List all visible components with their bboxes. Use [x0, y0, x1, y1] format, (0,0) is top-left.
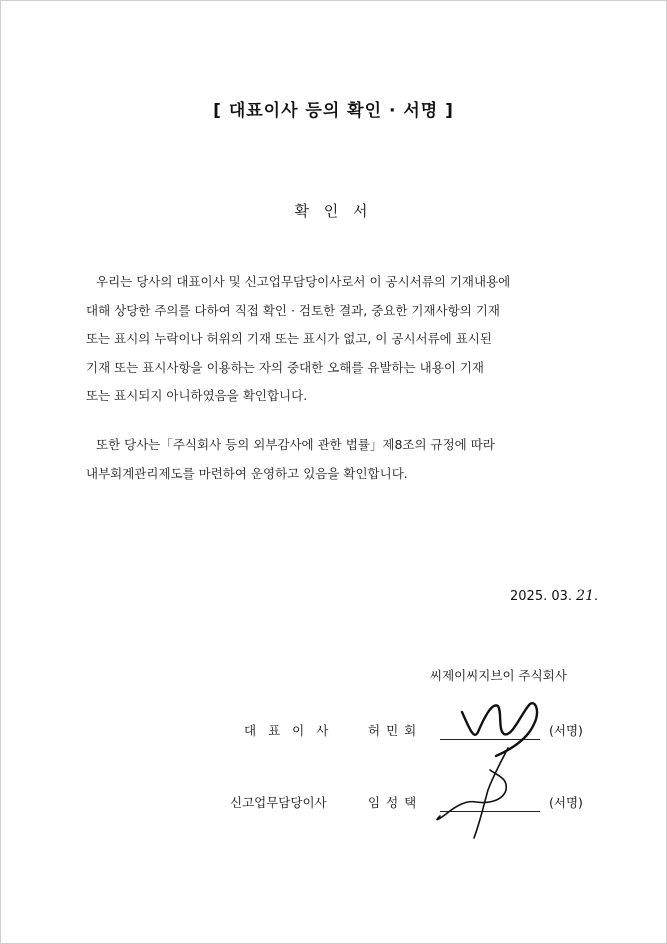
signer-row-disclosure-officer	[0, 793, 667, 819]
paragraph-line: 기재 또는 표시사항을 이용하는 자의 중대한 오해를 유발하는 내용이 기재	[86, 359, 485, 375]
signer-title: 신고업무담당이사	[230, 795, 327, 810]
paragraph-line: 또는 표시되지 아니하였음을 확인합니다.	[86, 388, 308, 403]
signature-line	[440, 739, 540, 740]
paragraph-line: 또한 당사는「주식회사 등의 외부감사에 관한 법률」제8조의 규정에 따라	[96, 437, 495, 452]
date-suffix: .	[594, 589, 599, 604]
signature-line	[440, 811, 540, 812]
page-heading: [ 대표이사 등의 확인 · 서명 ]	[213, 101, 454, 121]
signer-title: 대표이사	[244, 723, 341, 738]
date-printed: 2025. 03.	[510, 589, 573, 604]
signer-name: 임성택	[368, 795, 423, 810]
signature-mark-label: (서명)	[549, 723, 583, 738]
paragraph-line: 대해 상당한 주의를 다하여 직접 확인 · 검토한 결과, 중요한 기재사항의 기재	[86, 302, 500, 318]
signature-mark-label: (서명)	[549, 795, 583, 810]
signer-row-ceo	[0, 721, 667, 747]
internal-control-paragraph	[86, 431, 606, 488]
confirmation-paragraph	[86, 268, 606, 411]
signer-name: 허민회	[368, 723, 423, 738]
company-name: 씨제이씨지브이 주식회사	[430, 668, 567, 683]
paragraph-line: 우리는 당사의 대표이사 및 신고업무담당이사로서 이 공시서류의 기재내용에	[96, 274, 511, 289]
document-subheading: 확 인 서	[294, 202, 373, 220]
paragraph-line: 내부회계관리제도를 마련하여 운영하고 있음을 확인합니다.	[86, 465, 408, 481]
paragraph-line: 또는 표시의 누락이나 허위의 기재 또는 표시가 없고, 이 공시서류에 표시된	[86, 331, 492, 346]
document-date	[510, 588, 598, 604]
date-handwritten-day: 21	[576, 588, 594, 604]
